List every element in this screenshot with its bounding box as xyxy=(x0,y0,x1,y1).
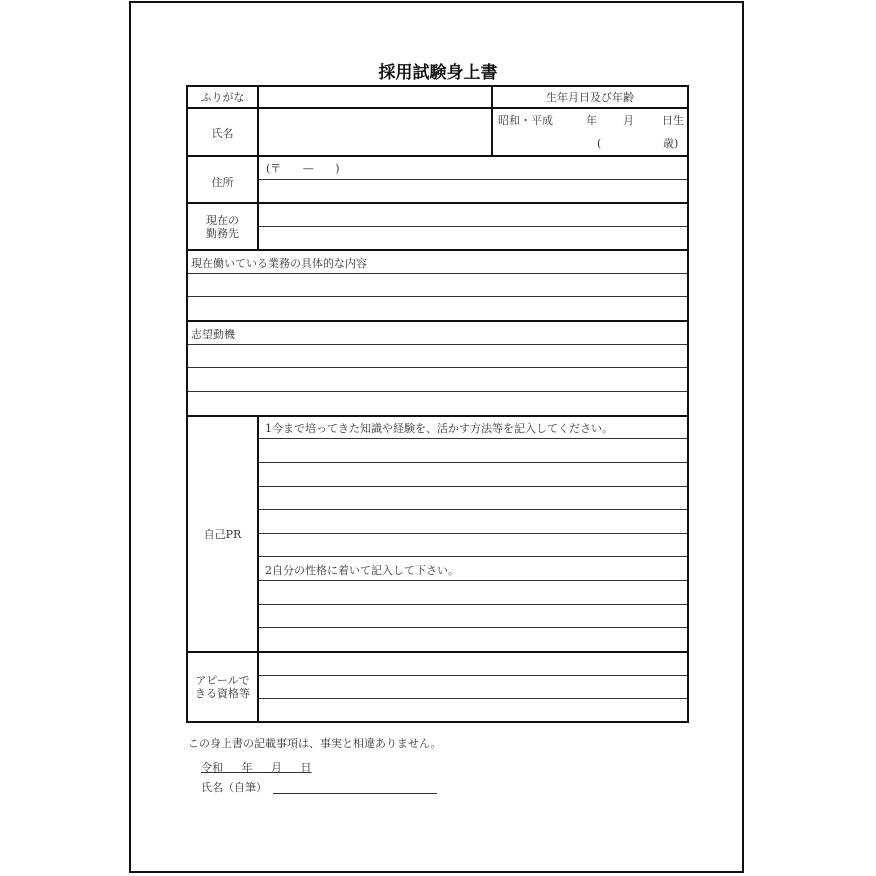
row-divider xyxy=(188,367,687,368)
workplace-label-2: 勤務先 xyxy=(206,227,239,240)
row-divider xyxy=(188,249,687,251)
row-divider xyxy=(258,179,687,180)
declaration-text: この身上書の記載事項は、事実と相違ありません。 xyxy=(188,737,442,750)
duties-label: 現在働いている業務の具体的な内容 xyxy=(191,257,367,270)
row-divider xyxy=(188,107,687,109)
row-divider xyxy=(258,438,687,439)
date-line: 令和 年 月 日 xyxy=(201,761,312,774)
row-divider xyxy=(258,462,687,463)
month-label: 月 xyxy=(623,114,634,127)
row-divider xyxy=(258,627,687,628)
signature-line xyxy=(273,793,437,794)
row-divider xyxy=(188,415,687,417)
pr-prompt-1: 1今まで培ってきた知識や経験を、活かす方法等を記入してください。 xyxy=(265,422,613,435)
row-divider xyxy=(188,651,687,653)
day-label: 日生 xyxy=(662,114,684,127)
row-divider xyxy=(258,533,687,534)
row-divider xyxy=(188,273,687,274)
age-close: 歳) xyxy=(663,137,679,150)
workplace-label-1: 現在の xyxy=(206,214,239,227)
address-label: 住所 xyxy=(211,176,234,189)
document-title: 採用試験身上書 xyxy=(378,63,498,83)
row-divider xyxy=(258,698,687,699)
row-divider xyxy=(188,155,687,157)
row-divider xyxy=(188,296,687,297)
row-divider xyxy=(258,509,687,510)
column-divider xyxy=(257,415,259,721)
row-divider xyxy=(258,580,687,581)
name-label: 氏名 xyxy=(211,127,234,140)
column-divider xyxy=(257,87,259,249)
era-label: 昭和・平成 xyxy=(498,114,553,127)
row-divider xyxy=(188,344,687,345)
motivation-label: 志望動機 xyxy=(191,328,235,341)
row-divider xyxy=(188,202,687,204)
furigana-label: ふりがな xyxy=(200,91,245,104)
age-open: ( xyxy=(597,137,602,150)
signature-label: 氏名（自筆） xyxy=(201,781,267,794)
row-divider xyxy=(258,604,687,605)
row-divider xyxy=(188,320,687,322)
row-divider xyxy=(258,556,687,557)
pr-prompt-2: 2自分の性格に着いて記入して下さい。 xyxy=(265,564,459,577)
pr-label: 自己PR xyxy=(203,528,242,541)
row-divider xyxy=(258,226,687,227)
birth-header: 生年月日及び年齢 xyxy=(546,91,634,104)
row-divider xyxy=(188,391,687,392)
application-form xyxy=(186,85,689,723)
postal-template: (〒 — ) xyxy=(266,162,340,175)
qualifications-label-1: アピールで xyxy=(195,674,250,687)
qualifications-label-2: きる資格等 xyxy=(195,687,250,700)
row-divider xyxy=(258,486,687,487)
row-divider xyxy=(258,675,687,676)
year-label: 年 xyxy=(586,114,597,127)
